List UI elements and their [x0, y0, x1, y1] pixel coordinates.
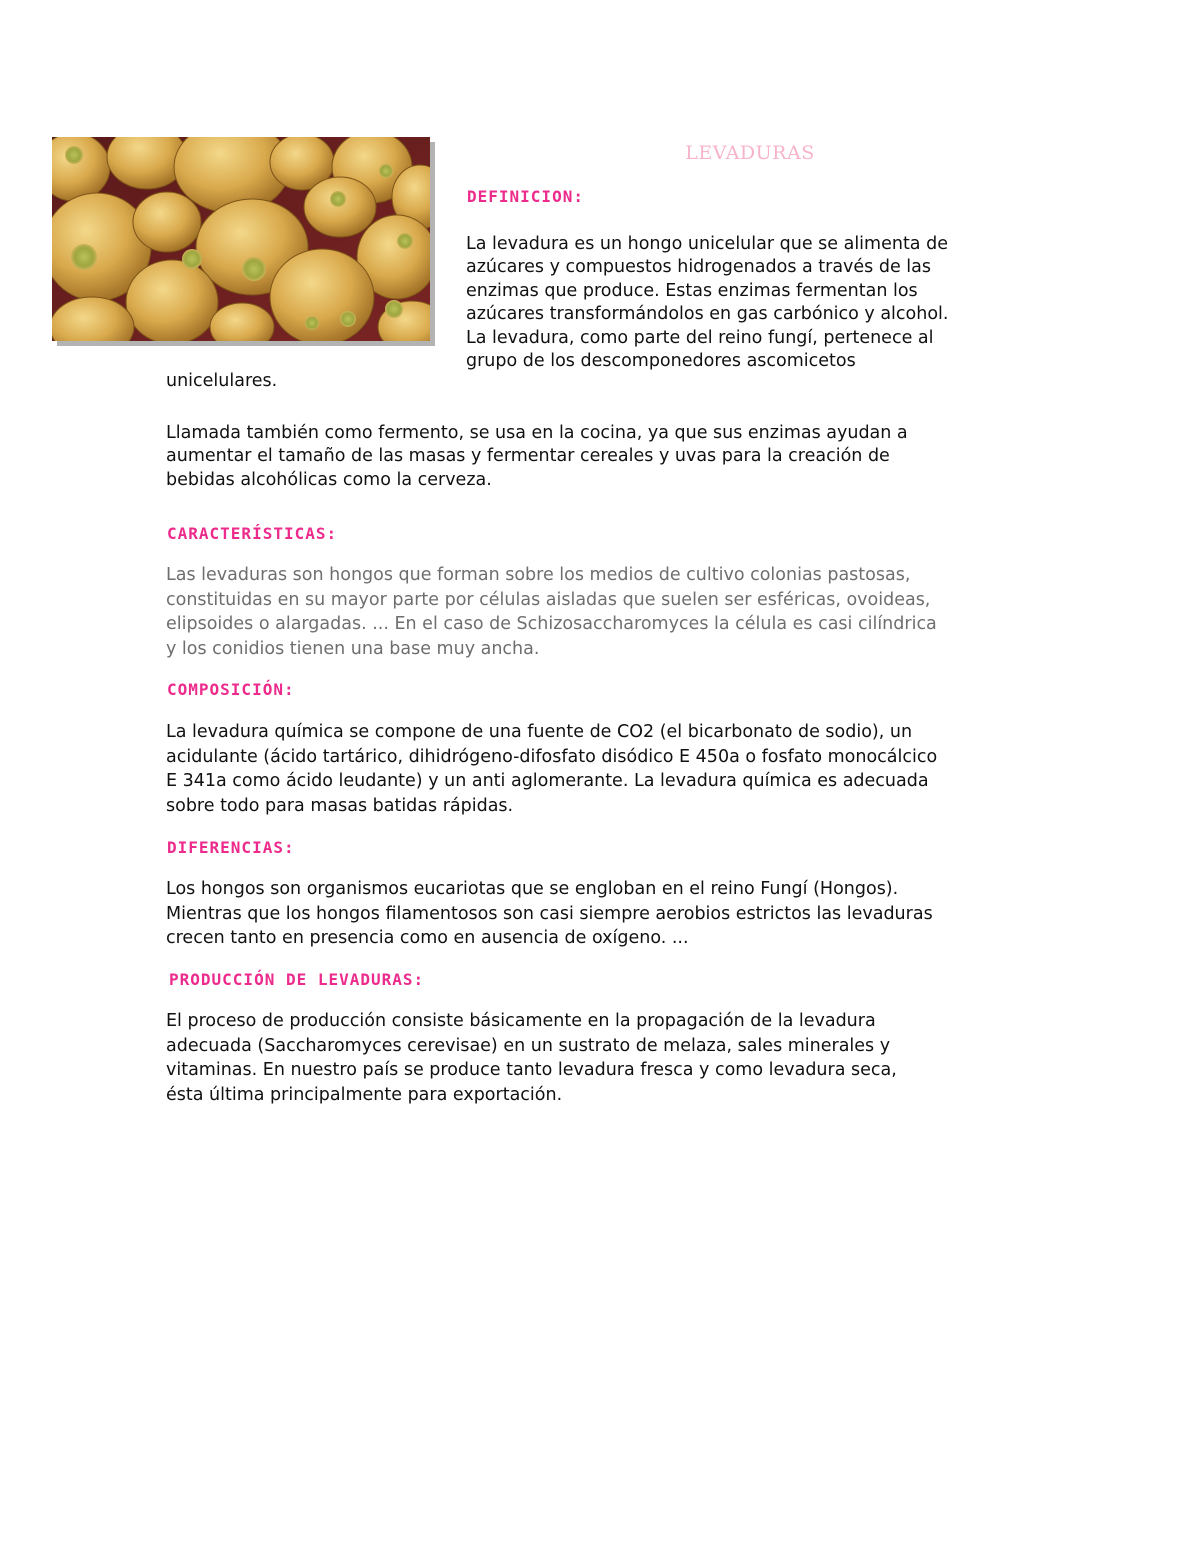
text-line: Llamada también como fermento, se usa en la cocina, ya que sus enzimas ayudan a: [166, 423, 908, 443]
document-title: LEVADURAS: [685, 142, 815, 164]
heading-diferencias: DIFERENCIAS:: [167, 838, 295, 857]
text-line: E 341a como ácido leudante) y un anti aglomerante. La levadura química es adecuada: [166, 771, 929, 791]
yeast-image: [52, 137, 430, 341]
text-line: sobre todo para masas batidas rápidas.: [166, 795, 514, 816]
paragraph-diferencias: [166, 877, 1066, 951]
heading-definicion: DEFINICION:: [467, 187, 584, 206]
text-line: La levadura es un hongo unicelular que se alimenta de: [466, 234, 948, 254]
text-line: crecen tanto en presencia como en ausencia de oxígeno. ...: [166, 928, 689, 948]
text-line: adecuada (Saccharomyces cerevisae) en un sustrato de melaza, sales minerales y: [166, 1035, 891, 1056]
text-line: Mientras que los hongos filamentosos son casi siempre aerobios estrictos las levaduras: [166, 903, 933, 924]
paragraph-definicion-wrapped: [466, 233, 1066, 373]
text-line: El proceso de producción consiste básicamente en la propagación de la levadura: [166, 1011, 876, 1031]
text-line: constituidas en su mayor parte por células aisladas que suelen ser esféricas, ovoideas,: [166, 589, 931, 610]
text-line: La levadura, como parte del reino fungí, pertenece al: [466, 327, 934, 348]
text-line: y los conidios tienen una base muy ancha.: [166, 638, 540, 659]
text-line: enzimas que produce. Estas enzimas fermentan los: [466, 280, 918, 301]
text-line: La levadura química se compone de una fuente de CO2 (el bicarbonato de sodio), un: [166, 722, 913, 742]
paragraph-definicion-tail: [166, 370, 1046, 393]
yeast-cells-picture: [52, 137, 430, 341]
heading-produccion: PRODUCCIÓN DE LEVADURAS:: [169, 970, 425, 989]
text-line: grupo de los descomponedores ascomicetos: [466, 351, 856, 372]
text-line: vitaminas. En nuestro país se produce tanto levadura fresca y como levadura seca,: [166, 1060, 897, 1080]
paragraph-produccion: [166, 1009, 1066, 1107]
text-line: Los hongos son organismos eucariotas que se engloban en el reino Fungí (Hongos).: [166, 879, 899, 899]
text-line: elipsoides o alargadas. ... En el caso de Schizosaccharomyces la célula es casi cilíndrica: [166, 614, 937, 634]
text-line: unicelulares.: [166, 371, 278, 391]
paragraph-composicion: [166, 720, 1066, 818]
text-line: ésta última principalmente para exportación.: [166, 1084, 563, 1105]
heading-composicion: COMPOSICIÓN:: [167, 680, 295, 699]
text-line: aumentar el tamaño de las masas y fermentar cereales y uvas para la creación de: [166, 446, 890, 467]
text-line: bebidas alcohólicas como la cerveza.: [166, 469, 492, 490]
heading-caracteristicas: CARACTERÍSTICAS:: [167, 524, 338, 543]
text-line: Las levaduras son hongos que forman sobre los medios de cultivo colonias pastosas,: [166, 565, 911, 585]
paragraph-definicion-2: [166, 422, 1046, 492]
text-line: azúcares y compuestos hidrogenados a través de las: [466, 257, 932, 278]
text-line: acidulante (ácido tartárico, dihidrógeno-difosfato disódico E 450a o fosfato monocálcico: [166, 746, 938, 767]
text-line: azúcares transformándolos en gas carbónico y alcohol.: [466, 304, 949, 325]
paragraph-caracteristicas: [166, 563, 1066, 661]
